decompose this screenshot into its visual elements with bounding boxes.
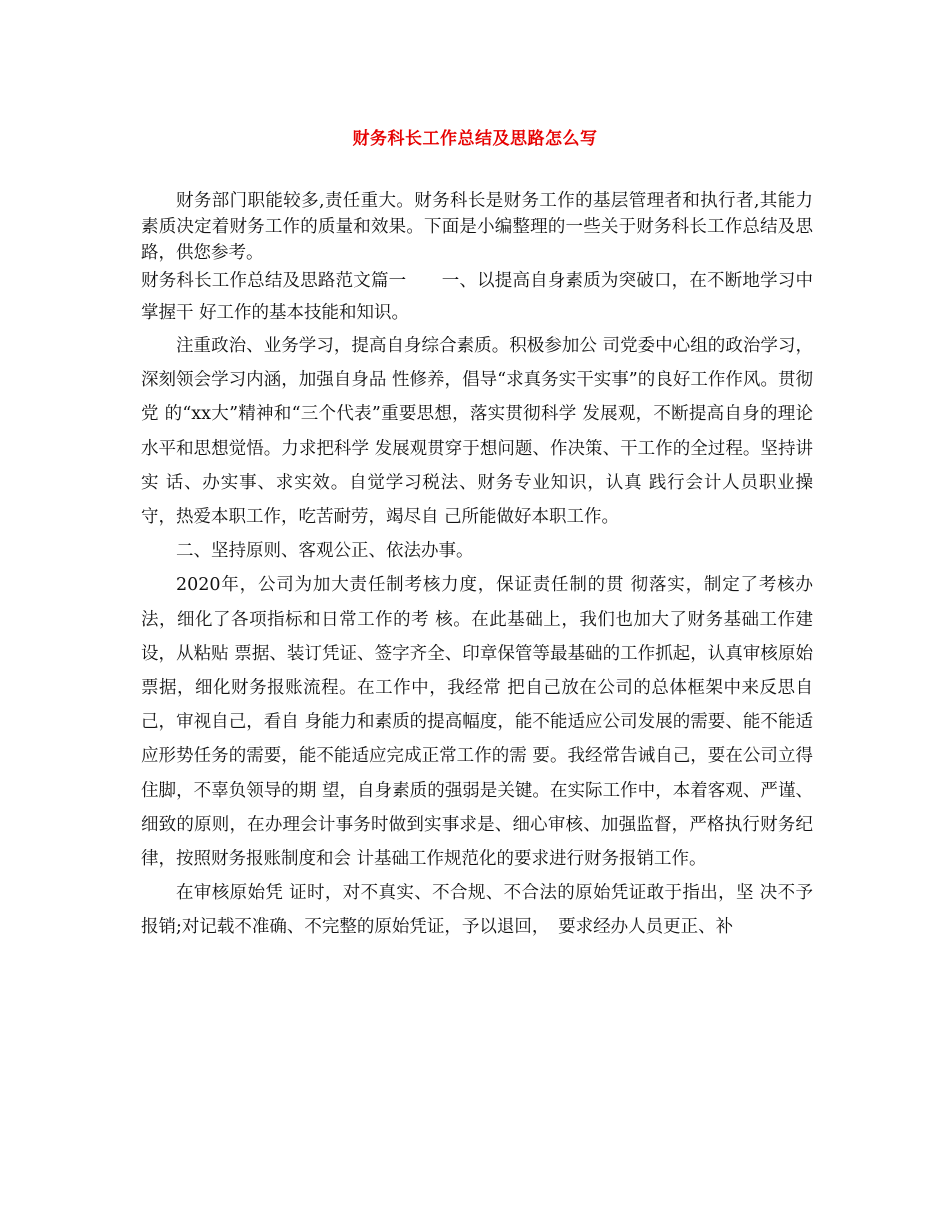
paragraph-2020: 2020年，公司为加大责任制考核力度，保证责任制的贯 彻落实，制定了考核办法，细化了各项指标和日常工作的考 核。在此基础上，我们也加大了财务基础工作建设，从粘贴 票据、装订凭证、签字齐全、印章保管等最基础的工作抓起，认真审核原始票据，细化财务报账流程。在工作中，我经常 把自己放在公司的总体框架中来反思自己，审视自己，看自 身能力和素质的提高幅度，能不能适应公司发展的需要、能不能适应形势任务的需要，能不能适应完成正常工作的需 要。我经常告诫自己，要在公司立得住脚，不辜负领导的期 望，自身素质的强弱是关键。在实际工作中，本着客观、严谨、细致的原则，在办理会计事务时做到实事求是、细心审核、加强监督，严格执行财务纪律，按照财务报账制度和会 计基础工作规范化的要求进行财务报销工作。 (141, 575, 813, 870)
document-title: 财务科长工作总结及思路怎么写 (352, 129, 598, 149)
paragraph-intro: 财务部门职能较多,责任重大。财务科长是财务工作的基层管理者和执行者,其能力素质决定着财务工作的质量和效果。下面是小编整理的一些关于财务科长工作总结及思路，供您参考。 (141, 191, 813, 263)
paragraph-audit: 在审核原始凭 证时，对不真实、不合规、不合法的原始凭证敢于指出，坚 决不予报销;对记载不准确、不完整的原始凭证，予以退回， 要求经办人员更正、补 (141, 883, 813, 938)
paragraph-principle-heading: 二、坚持原则、客观公正、依法办事。 (176, 541, 474, 562)
document-body (141, 188, 813, 945)
paragraph-section-heading: 财务科长工作总结及思路范文篇一 一、以提高自身素质为突破口，在不断地学习中掌握干 好工作的基本技能和知识。 (141, 271, 813, 323)
paragraph-study: 注重政治、业务学习，提高自身综合素质。积极参加公 司党委中心组的政治学习，深刻领会学习内涵，加强自身品 性修养，倡导“求真务实干实事”的良好工作作风。贯彻党 的“xx大”精神和“三个代表”重要思想，落实贯彻科学 发展观，不断提高自身的理论水平和思想觉悟。力求把科学 发展观贯穿于想问题、作决策、干工作的全过程。坚持讲实 话、办实事、求实效。自觉学习税法、财务专业知识，认真 践行会计人员职业操守，热爱本职工作，吃苦耐劳，竭尽自 己所能做好本职工作。 (141, 336, 813, 528)
